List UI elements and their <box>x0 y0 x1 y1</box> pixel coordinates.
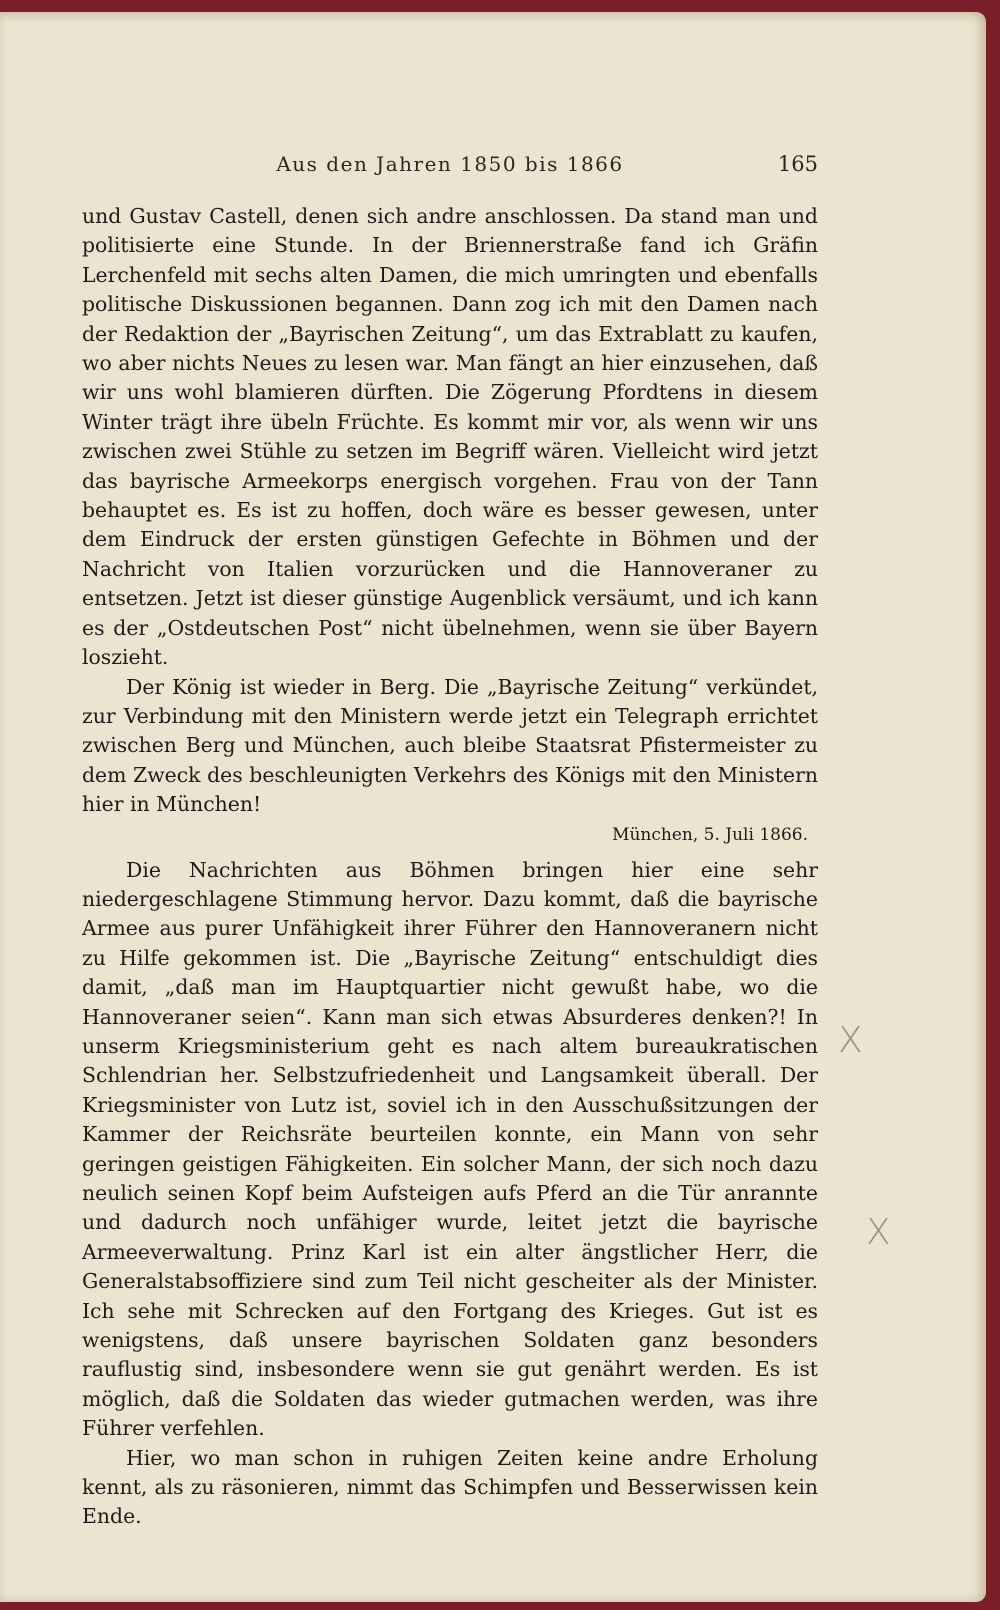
page-header <box>82 152 818 182</box>
margin-mark-2: X <box>866 1212 891 1253</box>
margin-mark-1: X <box>838 1020 863 1061</box>
running-title: Aus den Jahren 1850 bis 1866 <box>276 152 624 176</box>
book-page <box>0 12 986 1602</box>
dateline: München, 5. Juli 1866. <box>612 824 808 845</box>
body-text <box>82 202 818 1532</box>
page-number: 165 <box>777 152 818 176</box>
paragraph-2: Der König ist wieder in Berg. Die „Bayrische Zeitung“ verkündet, zur Verbindung mit den Ministern werde jetzt ein Telegraph errichtet zwischen Berg und München, auch bleibe Staatsrat Pfistermeister zu dem Zweck des beschleunigten Verkehrs des Königs mit den Ministern hier in München! <box>82 674 818 817</box>
paragraph-1: und Gustav Castell, denen sich andre anschlossen. Da stand man und politisierte eine Stunde. In der Briennerstraße fand ich Gräfin Lerchenfeld mit sechs alten Damen, die mich umringten und ebenfalls politische Diskussionen begannen. Dann zog ich mit den Damen nach der Redaktion der „Bayrischen Zeitung“, um das Extrablatt zu kaufen, wo aber nichts Neues zu lesen war. Man fängt an hier einzusehen, daß wir uns wohl blamieren dürften. Die Zögerung Pfordtens in diesem Winter trägt ihre übeln Früchte. Es kommt mir vor, als wenn wir uns zwischen zwei Stühle zu setzen im Begriff wären. Vielleicht wird jetzt das bayrische Armeekorps energisch vorgehen. Frau von der Tann behauptet es. Es ist zu hoffen, doch wäre es besser gewesen, unter dem Eindruck der ersten günstigen Gefechte in Böhmen und der Nachricht von Italien vorzurücken und die Hannoveraner zu entsetzen. Jetzt ist dieser günstige Augenblick versäumt, und ich kann es der „Ostdeutschen Post“ nicht übelnehmen, wenn sie über Bayern loszieht. <box>82 204 818 670</box>
paragraph-3: Die Nachrichten aus Böhmen bringen hier eine sehr niedergeschlagene Stimmung hervor. Dazu kommt, daß die bayrische Armee aus purer Unfähigkeit ihrer Führer den Hannoveranern nicht zu Hilfe gekommen ist. Die „Bayrische Zeitung“ entschuldigt dies damit, „daß man im Hauptquartier nicht gewußt habe, wo die Hannoveraner seien“. Kann man sich etwas Absurderes denken?! In unserm Kriegsministerium geht es nach altem bureaukratischen Schlendrian her. Selbstzufriedenheit und Langsamkeit überall. Der Kriegsminister von Lutz ist, soviel ich in den Ausschußsitzungen der Kammer der Reichsräte beurteilen konnte, ein Mann von sehr geringen geistigen Fähigkeiten. Ein solcher Mann, der sich noch dazu neulich seinen Kopf beim Aufsteigen aufs Pferd an die Tür anrannte und dadurch noch unfähiger wurde, leitet jetzt die bayrische Armeeverwaltung. Prinz Karl ist ein alter ängstlicher Herr, die Generalstabsoffiziere sind zum Teil nicht gescheiter als der Minister. Ich sehe mit Schrecken auf den Fortgang des Krieges. Gut ist es wenigstens, daß unsere bayrischen Soldaten ganz besonders rauflustig sind, insbesondere wenn sie gut genährt werden. Es ist möglich, daß die Soldaten das wieder gutmachen werden, was ihre Führer verfehlen. <box>82 857 818 1441</box>
paragraph-4: Hier, wo man schon in ruhigen Zeiten keine andre Erholung kennt, als zu räsonieren, nimmt das Schimpfen und Besserwissen kein Ende. <box>82 1445 818 1529</box>
